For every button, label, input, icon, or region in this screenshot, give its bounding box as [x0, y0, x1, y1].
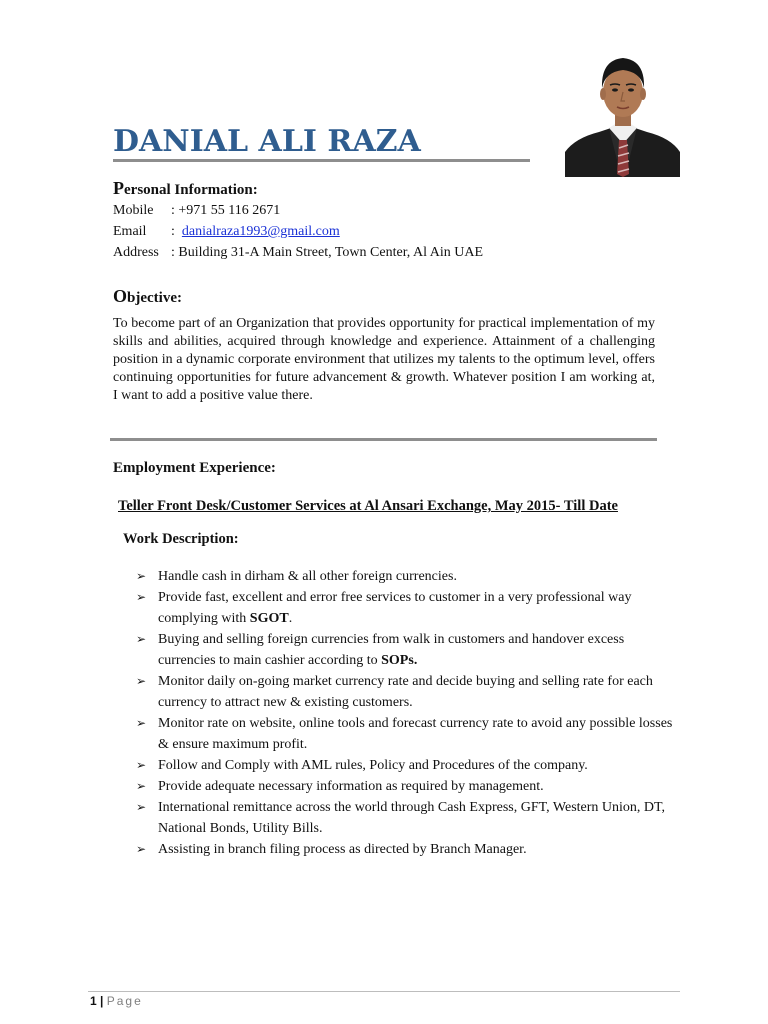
profile-photo-icon: [565, 48, 680, 177]
personal-info-heading: [113, 178, 258, 199]
employment-heading: Employment Experience:: [113, 460, 276, 476]
email-link[interactable]: danialraza1993@gmail.com: [181, 224, 340, 239]
duty-text: Assisting in branch filing process as directed by Branch Manager.: [158, 842, 527, 857]
arrow-bullet-icon: ➢: [136, 716, 147, 730]
duty-item: [136, 839, 676, 860]
mobile-value: : +971 55 116 2671: [171, 203, 281, 218]
objective-heading-rest: bjective:: [127, 290, 182, 306]
duty-item: [136, 776, 676, 797]
duty-bold-term: SGOT: [249, 611, 289, 626]
duty-text: Follow and Comply with AML rules, Policy and Procedures of the company.: [158, 758, 588, 773]
duty-item: [136, 587, 676, 629]
duty-text: Buying and selling foreign currencies from walk in customers and handover excess currencies to main cashier according to: [158, 632, 625, 668]
address-row: [113, 245, 483, 261]
objective-text: To become part of an Organization that provides opportunity for practical implementation of my skills and abilities, acquired through knowledge and experience. Attainment of a challenging position in a dynamic corporate environment that utilizes my talents to the optimum level, offers continuing opportunities for future advancement & growth. Whatever position I am working at, I want to add a positive value there.: [113, 316, 655, 403]
duty-item: [136, 629, 676, 671]
arrow-bullet-icon: ➢: [136, 632, 147, 646]
duty-tail: .: [288, 611, 293, 626]
duty-item: [136, 797, 676, 839]
job-title: Teller Front Desk/Customer Services at Al Ansari Exchange, May 2015- Till Date: [118, 498, 618, 514]
duty-item: [136, 566, 676, 587]
page-footer: [90, 994, 143, 1008]
duty-text: Monitor rate on website, online tools and forecast currency rate to avoid any possible losses & ensure maximum profit.: [158, 716, 673, 752]
duty-text: Provide fast, excellent and error free services to customer in a very professional way complying with: [158, 590, 632, 626]
duty-item: [136, 713, 676, 755]
address-label: Address: [113, 245, 159, 260]
email-colon: :: [171, 224, 175, 239]
objective-divider: [110, 438, 657, 441]
work-description-label: Work Description:: [123, 531, 239, 547]
mobile-row: [113, 203, 280, 219]
candidate-name: DANIAL ALI RAZA: [113, 124, 421, 159]
arrow-bullet-icon: ➢: [136, 590, 147, 604]
duty-bold-term: SOPs: [381, 653, 414, 668]
duty-text: Provide adequate necessary information as required by management.: [158, 779, 544, 794]
objective-heading-initial: O: [113, 286, 128, 306]
arrow-bullet-icon: ➢: [136, 674, 147, 688]
email-row: [113, 224, 340, 240]
duty-item: [136, 755, 676, 776]
arrow-bullet-icon: ➢: [136, 779, 147, 793]
duty-item: [136, 671, 676, 713]
footer-separator: |: [100, 994, 104, 1008]
duty-text: Monitor daily on-going market currency rate and decide buying and selling rate for each currency to attract new & existing customers.: [158, 674, 653, 710]
personal-info-heading-initial: P: [113, 178, 124, 198]
mobile-label: Mobile: [113, 203, 154, 218]
address-value: : Building 31-A Main Street, Town Center, Al Ain UAE: [171, 245, 484, 260]
duty-text: International remittance across the world through Cash Express, GFT, Western Union, DT, National Bonds, Utility Bills.: [158, 800, 666, 836]
name-divider: [113, 159, 530, 162]
personal-info-heading-rest: ersonal Information:: [124, 182, 258, 198]
duty-text: Handle cash in dirham & all other foreign currencies.: [158, 569, 457, 584]
objective-heading: [113, 286, 182, 307]
arrow-bullet-icon: ➢: [136, 569, 147, 583]
duty-tail: .: [413, 653, 418, 668]
page-label: Page: [106, 994, 143, 1008]
arrow-bullet-icon: ➢: [136, 800, 147, 814]
email-label: Email: [113, 224, 147, 239]
footer-divider: [88, 991, 680, 992]
page-number: 1: [90, 994, 97, 1008]
duties-list: [136, 566, 676, 860]
arrow-bullet-icon: ➢: [136, 758, 147, 772]
arrow-bullet-icon: ➢: [136, 842, 147, 856]
profile-photo: [565, 48, 680, 177]
